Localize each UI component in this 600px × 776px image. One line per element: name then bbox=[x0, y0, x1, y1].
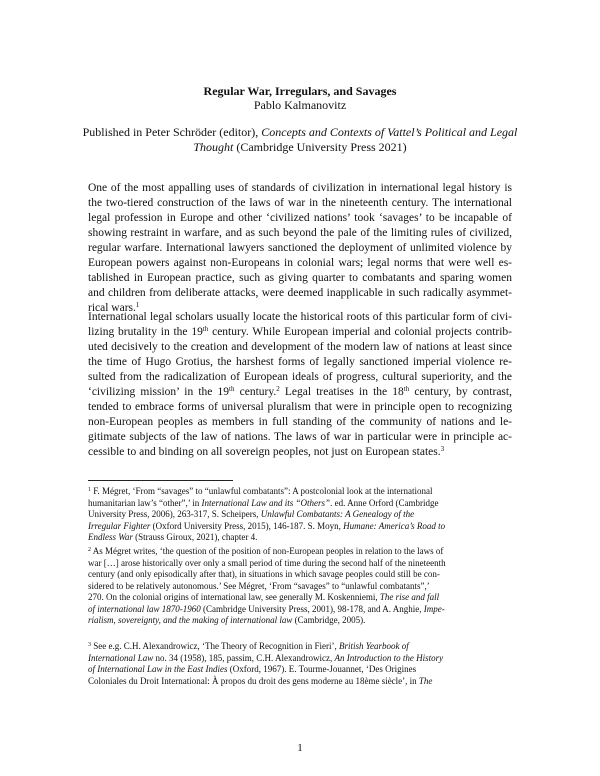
footnote-ref-1[interactable]: 1 bbox=[135, 301, 140, 309]
footnote-number-2: 2 bbox=[88, 547, 91, 553]
book-title: Concepts and Contexts of Vattel’s Political and Legal Thought bbox=[193, 125, 518, 154]
paper-title: Regular War, Irregulars, and Savages bbox=[203, 84, 397, 98]
footnote-number-1: 1 bbox=[88, 487, 91, 493]
paragraph-2: International legal scholars usually locate the historical roots of this particular form of civi- lizing brutality in the 19th century. While European imperial and colonial projects contrib- uted decisively to the creation and development of the modern law of nations at least since the time of Hugo Grotius, the harshest forms of legally sanctioned imperial violence re- sulted from the radicalization of European ideals of progress, cultural superiority, and the ‘civilizing mission’ in the 19th century.$^2$ Legal treatises in the 18th century, by contrast, tended to embrace forms of universal pluralism that were in principle open to recognizing non-European peoples as members in full standing of the community of nations and le- gitimate subjects of the law of nations. The laws of war in particular were in principle ac- cessible to and binding on all sovereign peoples, not just on European states.$^3$ bbox=[88, 311, 512, 458]
publication-post: (Cambridge University Press 2021) bbox=[236, 140, 407, 154]
publication-note bbox=[80, 125, 520, 155]
author-name: Pablo Kalmanovitz bbox=[253, 98, 347, 112]
page-number: 1 bbox=[297, 742, 303, 754]
paragraph-1: One of the most appalling uses of standards of civilization in international legal history is the two-tiered construction of the laws of war in the nineteenth century. The international legal profession in Europe and other ‘civilized nations’ took ‘savages’ to be incapable of showing restraint in warfare, and as such beyond the pale of the limiting rules of civilized, regular warfare. International lawyers sanctioned the deployment of unlimited violence by European powers against non-Europeans in colonial wars; legal norms that were well es- tablished in European practice, such as giving quarter to combatants and sparing women and children from deliberate attacks, were deemed inapplicable in such radically asymmet- rical wars.$^1$ bbox=[88, 182, 512, 314]
publication-pre: Published in Peter Schröder (editor), bbox=[82, 125, 259, 139]
footnote-1: $^1$ F. Mégret, ‘From “savages” to “unlawful combatants”: A postcolonial look at the international humanitarian law’s “other”,’ in International Law and its “Others”. ed. Anne Orford (Cambridge University Press, 2006), 263-317, S. Scheipers, Unlawful Combatants: A Genealogy of the Irregular Fighter (Oxford University Press, 2015), 146-187. S. Moyn, Humane: America’s Road to Endless War (Strauss Giroux, 2021), chapter 4. bbox=[88, 486, 446, 542]
footnote-2: $^2$ As Mégret writes, ‘the question of the position of non-European peoples in relation to the laws of war […] arose historically over only a small period of time during the second half of the nineteenth century (and only episodically after that), in situations in which savage peoples could still be con- sidered to be relatively autonomous.’ See Mégret, ‘From “savages” to “unlawful combatants”,’ 270. On the colonial origins of international law, see generally M. Koskenniemi, The rise and fall of international law 1870-1960 (Cambridge University Press, 2001), 98-178, and A. Anghie, Impe- rialism, sovereignty, and the making of international law (Cambridge, 2005). bbox=[88, 546, 446, 625]
footnote-3: $^3$ See e.g. C.H. Alexandrowicz, ‘The Theory of Recognition in Fieri’, British Yearbook of International Law no. 34 (1958), 185, passim, C.H. Alexandrowicz, An Introduction to the History of International Law in the East Indies (Oxford, 1967). E. Tourme-Jouannet, ‘Des Origines Coloniales du Droit International: À propos du droit des gens moderne au 18ème siècle’, in The bbox=[88, 641, 444, 686]
footnote-number-3: 3 bbox=[88, 642, 91, 648]
footnote-ref-2[interactable]: 2 bbox=[276, 385, 280, 393]
footnote-divider bbox=[88, 480, 233, 481]
footnote-ref-3[interactable]: 3 bbox=[440, 445, 445, 453]
